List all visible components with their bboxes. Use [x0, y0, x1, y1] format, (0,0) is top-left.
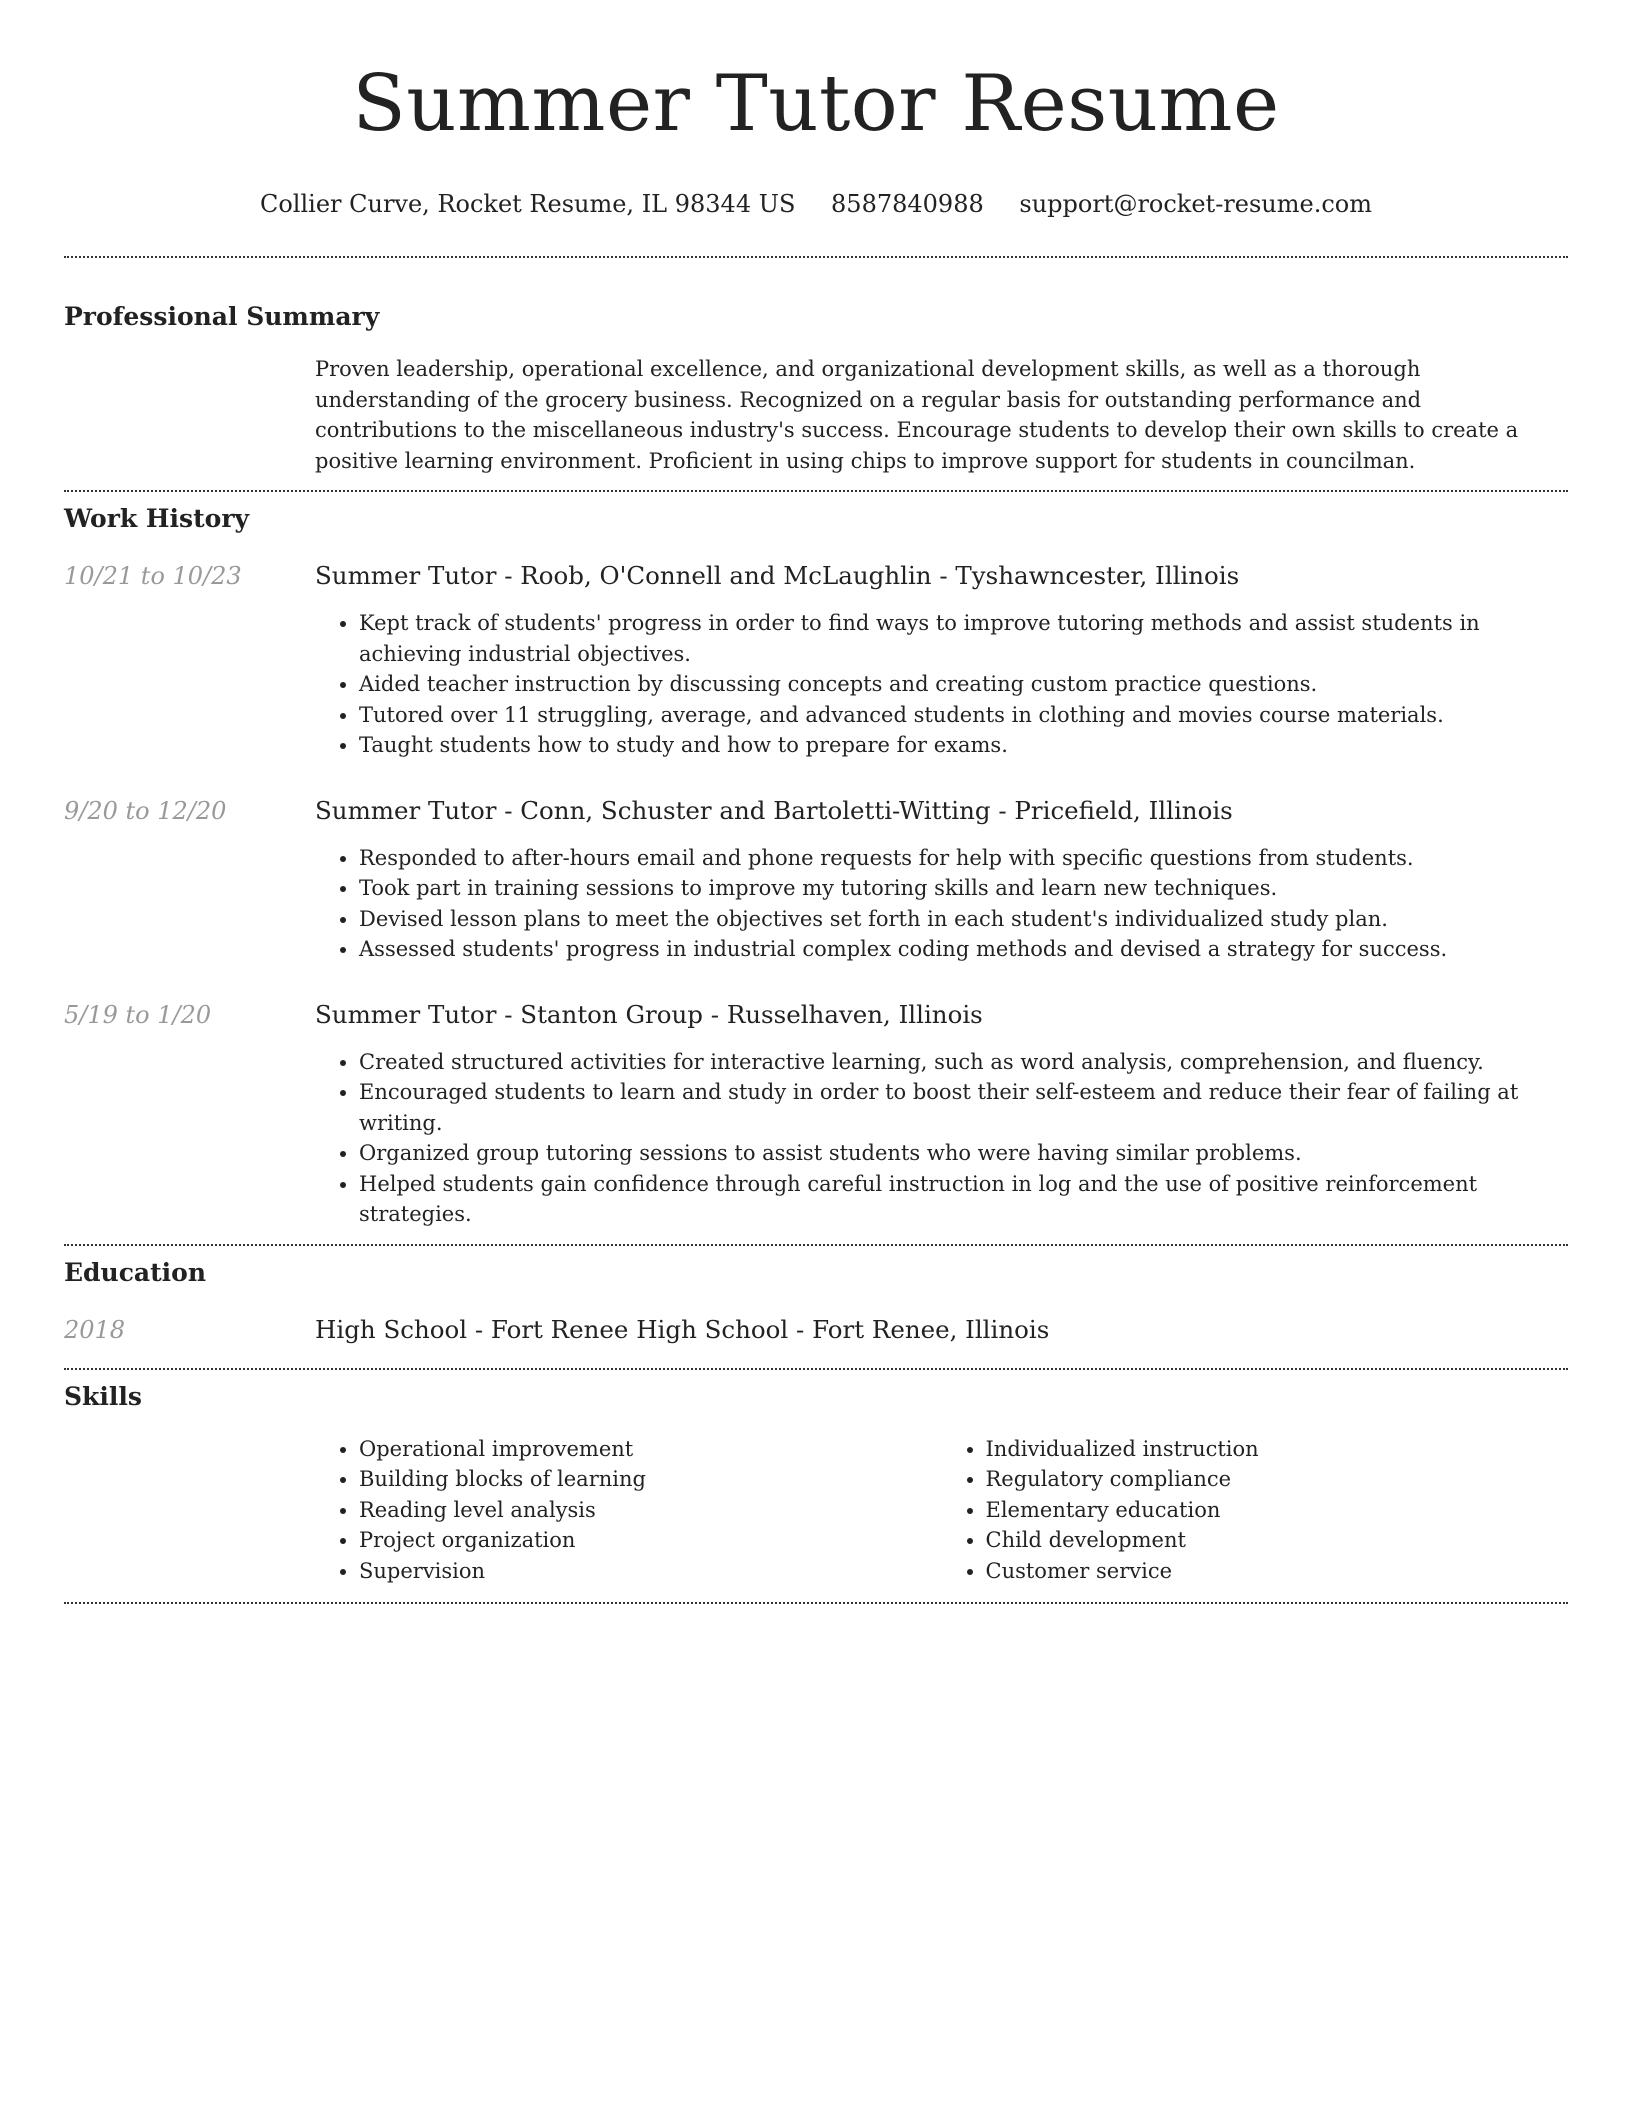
- work-history-section: [64, 492, 1568, 1230]
- work-history-heading: Work History: [64, 504, 250, 533]
- job-entry: [64, 999, 1568, 1230]
- resume-title: Summer Tutor Resume: [352, 59, 1280, 149]
- contact-phone: 8587840988: [831, 190, 984, 218]
- contact-email: support@rocket-resume.com: [1019, 190, 1372, 218]
- job-dates: 10/21 to 10/23: [64, 562, 242, 590]
- list-item: • Tutored over 11 struggling, average, and advanced students in clothing and movies course materials.: [359, 700, 1568, 731]
- summary-text: Proven leadership, operational excellence, and organizational development skills, as well as a thorough understanding of the grocery business. Recognized on a regular basis for outstanding performance and contributions to the miscellaneous industry's success. Encourage students to develop their own skills to create a positive learning environment. Proficient in using chips to improve support for students in councilman.: [315, 357, 1519, 473]
- job-heading: Summer Tutor - Conn, Schuster and Bartoletti-Witting - Pricefield, Illinois: [315, 795, 1233, 825]
- list-item: • Responded to after-hours email and phone requests for help with specific questions from students.: [359, 843, 1568, 874]
- skill-item: • Operational improvement: [359, 1434, 942, 1465]
- skill-item: • Reading level analysis: [359, 1495, 942, 1526]
- education-section: [64, 1246, 1568, 1346]
- job-dates: 9/20 to 12/20: [64, 796, 227, 825]
- summary-section: [64, 258, 1568, 476]
- list-item: • Assessed students' progress in industrial complex coding methods and devised a strategy for success.: [359, 934, 1568, 965]
- contact-address: Collier Curve, Rocket Resume, IL 98344 US: [259, 190, 796, 218]
- skill-item: • Elementary education: [986, 1495, 1569, 1526]
- job-heading: Summer Tutor - Stanton Group - Russelhaven, Illinois: [315, 999, 983, 1029]
- job-dates: 5/19 to 1/20: [64, 1000, 212, 1029]
- list-item: • Helped students gain confidence through careful instruction in log and the use of positive reinforcement strategies.: [359, 1169, 1568, 1230]
- summary-heading: Professional Summary: [64, 302, 380, 331]
- skills-section: [64, 1370, 1568, 1587]
- skills-list-right: [942, 1434, 1569, 1587]
- job-entry: [64, 560, 1568, 761]
- divider: [64, 1602, 1568, 1604]
- skill-item: • Individualized instruction: [986, 1434, 1569, 1465]
- job-bullets: [315, 1047, 1568, 1230]
- list-item: • Organized group tutoring sessions to assist students who were having similar problems.: [359, 1138, 1568, 1169]
- list-item: • Devised lesson plans to meet the objectives set forth in each student's individualized study plan.: [359, 904, 1568, 935]
- skill-item: • Building blocks of learning: [359, 1464, 942, 1495]
- list-item: • Took part in training sessions to improve my tutoring skills and learn new techniques.: [359, 873, 1568, 904]
- skill-item: • Project organization: [359, 1525, 942, 1556]
- job-entry: [64, 795, 1568, 965]
- list-item: • Encouraged students to learn and study in order to boost their self-esteem and reduce their fear of failing at writing.: [359, 1077, 1568, 1138]
- job-heading: Summer Tutor - Roob, O'Connell and McLaughlin - Tyshawncester, Illinois: [315, 561, 1240, 590]
- list-item: • Aided teacher instruction by discussing concepts and creating custom practice questions.: [359, 669, 1568, 700]
- job-bullets: [315, 843, 1568, 965]
- education-heading: Education: [64, 1257, 207, 1287]
- skills-list-left: [315, 1434, 942, 1587]
- skills-heading: Skills: [64, 1381, 142, 1411]
- education-year: 2018: [64, 1315, 126, 1344]
- list-item: • Kept track of students' progress in order to find ways to improve tutoring methods and assist students in achieving industrial objectives.: [359, 608, 1568, 669]
- skill-item: • Regulatory compliance: [986, 1464, 1569, 1495]
- list-item: • Taught students how to study and how to prepare for exams.: [359, 730, 1568, 761]
- list-item: • Created structured activities for interactive learning, such as word analysis, comprehension, and fluency.: [359, 1047, 1568, 1078]
- skill-item: • Supervision: [359, 1556, 942, 1587]
- contact-line: [64, 188, 1568, 220]
- job-bullets: [315, 608, 1568, 761]
- skill-item: • Child development: [986, 1525, 1569, 1556]
- education-heading-text: High School - Fort Renee High School - Fort Renee, Illinois: [315, 1314, 1050, 1344]
- resume-header: [64, 0, 1568, 220]
- skill-item: • Customer service: [986, 1556, 1569, 1587]
